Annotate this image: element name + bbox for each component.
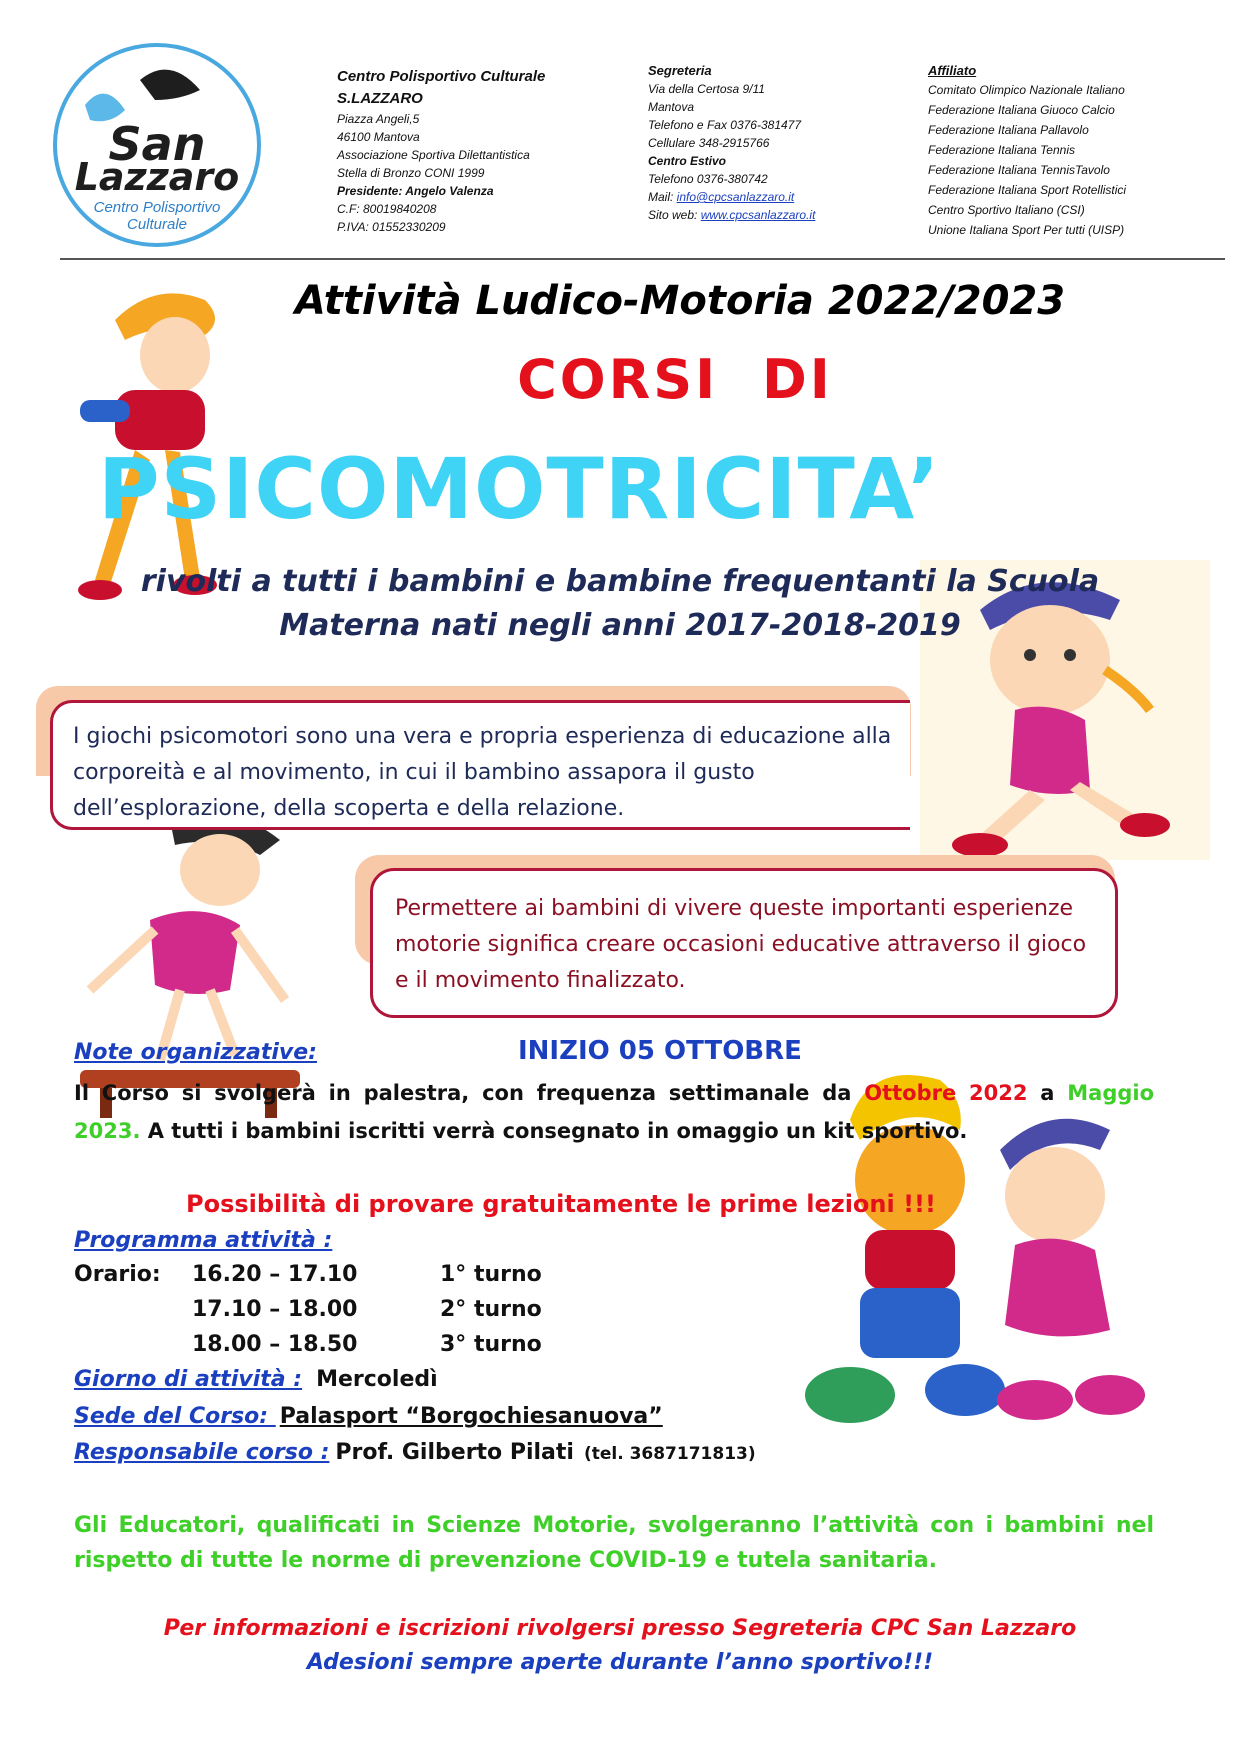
schedule-table: [74, 1262, 634, 1367]
start-date: INIZIO 05 OTTOBRE: [518, 1036, 802, 1066]
header-affiliations: [928, 62, 1228, 240]
day-value: Mercoledì: [316, 1367, 438, 1392]
day-label: Giorno di attività :: [74, 1367, 303, 1392]
affiliation-item: Federazione Italiana Sport Rotellistici: [928, 183, 1127, 197]
responsible-label: Responsabile corso :: [74, 1440, 330, 1465]
mail-link[interactable]: info@cpcsanlazzaro.it: [676, 190, 795, 204]
club-president: Presidente: Angelo Valenza: [337, 184, 494, 198]
schedule-turn: 3° turno: [440, 1332, 542, 1357]
end-month: Maggio 2023.: [74, 1081, 1155, 1143]
secretary-line: Via della Certosa 9/11: [648, 82, 765, 96]
website-label: Sito web:: [648, 208, 701, 222]
mail-label: Mail:: [648, 190, 677, 204]
secretary-title: Segreteria: [648, 63, 712, 78]
schedule-row: [74, 1297, 634, 1332]
secretary-line: Mantova: [648, 100, 695, 114]
club-subtitle: S.LAZZARO: [337, 90, 423, 107]
club-line: Associazione Sportiva Dilettantistica: [337, 148, 530, 162]
schedule-turn: 1° turno: [440, 1262, 542, 1287]
course-text-e: A tutti i bambini iscritti verrà consegnato in omaggio un kit sportivo.: [140, 1119, 968, 1143]
target-audience: [100, 560, 1140, 648]
courses-heading: CORSI DI: [517, 348, 833, 411]
header-secretary-info: [648, 62, 888, 224]
schedule-time: 16.20 – 17.10: [192, 1262, 358, 1287]
logo-name-line1: San: [108, 117, 206, 171]
activity-title: Attività Ludico-Motoria 2022/2023: [294, 278, 1066, 324]
main-title: PSICOMOTRICITA’: [98, 440, 941, 538]
club-piva: P.IVA: 01552330209: [337, 220, 446, 234]
responsible-row: [74, 1440, 756, 1465]
place-label: Sede del Corso:: [74, 1404, 276, 1429]
club-line: Piazza Angeli,5: [337, 112, 420, 126]
place-value: Palasport “Borgochiesanuova”: [279, 1404, 663, 1429]
schedule-time: 18.00 – 18.50: [192, 1332, 358, 1357]
place-row: [74, 1404, 663, 1429]
notes-label: Note organizzative:: [74, 1040, 317, 1065]
secretary-line: Telefono e Fax 0376-381477: [648, 118, 802, 132]
schedule-time: 17.10 – 18.00: [192, 1297, 358, 1322]
description-text: I giochi psicomotori sono una vera e propria esperienza di educazione alla corporeità e al movimento, in cui il bambino assapora il gusto dell’esplorazione, della scoperta e della relazione.: [73, 724, 892, 821]
day-row: [74, 1367, 438, 1392]
educators-note: Gli Educatori, qualificati in Scienze Motorie, svolgeranno l’attività con i bambini nel rispetto di tutte le norme di prevenzione COVID-19 e tutela sanitaria.: [74, 1513, 1154, 1573]
description-box: [50, 700, 910, 830]
summer-center-phone: Telefono 0376-380742: [648, 172, 768, 186]
club-title: Centro Polisportivo Culturale: [337, 68, 546, 85]
affiliation-item: Unione Italiana Sport Per tutti (UISP): [928, 223, 1125, 237]
responsible-phone: (tel. 3687171813): [583, 1444, 756, 1464]
target-line-2: Materna nati negli anni 2017-2018-2019: [279, 608, 961, 643]
header-club-info: [337, 66, 607, 236]
summer-center-title: Centro Estivo: [648, 154, 727, 168]
club-line: Stella di Bronzo CONI 1999: [337, 166, 485, 180]
affiliation-item: Comitato Olimpico Nazionale Italiano: [928, 83, 1125, 97]
start-month: Ottobre 2022: [864, 1081, 1028, 1105]
affiliation-item: Federazione Italiana Pallavolo: [928, 123, 1089, 137]
open-enrollment-footer: Adesioni sempre aperte durante l’anno sportivo!!!: [306, 1650, 934, 1675]
affiliation-item: Federazione Italiana Giuoco Calcio: [928, 103, 1115, 117]
purpose-box: [370, 868, 1118, 1018]
affiliation-item: Centro Sportivo Italiano (CSI): [928, 203, 1085, 217]
affiliation-item: Federazione Italiana TennisTavolo: [928, 163, 1110, 177]
schedule-label: Orario:: [74, 1262, 161, 1287]
course-text-a: Il Corso si svolgerà in palestra, con frequenza settimanale da: [74, 1081, 865, 1105]
program-label: Programma attività :: [74, 1228, 333, 1253]
schedule-row: [74, 1332, 634, 1367]
course-text-c: a: [1027, 1081, 1068, 1105]
website-link[interactable]: www.cpcsanlazzaro.it: [700, 208, 816, 222]
affiliations-title: Affiliato: [928, 63, 977, 78]
header-divider: [60, 258, 1225, 260]
purpose-text: Permettere ai bambini di vivere queste importanti esperienze motorie significa creare occasioni educative attraverso il gioco e il movimento finalizzato.: [395, 896, 1087, 993]
free-trial-note: Possibilità di provare gratuitamente le prime lezioni !!!: [186, 1190, 936, 1218]
logo-sub-line2: Culturale: [126, 216, 188, 233]
club-cf: C.F: 80019840208: [337, 202, 437, 216]
target-line-1: rivolti a tutti i bambini e bambine frequentanti la Scuola: [140, 564, 1100, 599]
info-footer: Per informazioni e iscrizioni rivolgersi presso Segreteria CPC San Lazzaro: [163, 1616, 1077, 1641]
schedule-row: [74, 1262, 634, 1297]
secretary-line: Cellulare 348-2915766: [648, 136, 770, 150]
affiliation-item: Federazione Italiana Tennis: [928, 143, 1075, 157]
course-description: [74, 1074, 1154, 1150]
san-lazzaro-logo: [50, 40, 265, 250]
logo-sub-line1: Centro Polisportivo: [93, 199, 221, 216]
logo-name-line2: Lazzaro: [74, 155, 240, 199]
responsible-name: Prof. Gilberto Pilati: [335, 1440, 574, 1465]
club-line: 46100 Mantova: [337, 130, 420, 144]
schedule-turn: 2° turno: [440, 1297, 542, 1322]
